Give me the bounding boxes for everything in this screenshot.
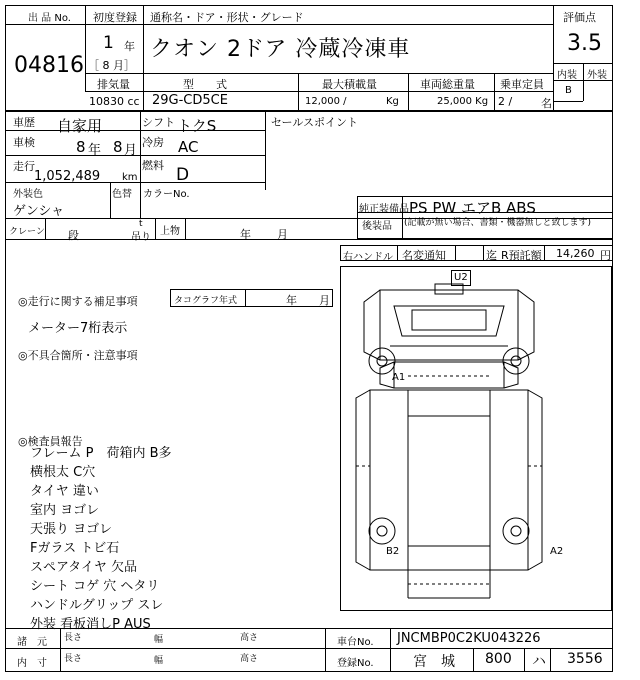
list-item: タイヤ 違い bbox=[30, 484, 99, 499]
list-item: ハンドルグリップ スレ bbox=[30, 598, 164, 613]
inner-height: 高さ bbox=[240, 654, 259, 664]
reg-class: 800 bbox=[485, 651, 512, 667]
first-reg-year-unit: 年 bbox=[124, 40, 135, 53]
capacity-value: 2 / bbox=[498, 95, 513, 108]
inspection-month-unit: 月 bbox=[124, 143, 138, 158]
running-notes-label: ◎走行に関する補足事項 bbox=[18, 295, 138, 308]
lot-no-label: 出 品 No. bbox=[28, 13, 71, 24]
mileage-value: 1,052,489 bbox=[34, 169, 101, 184]
gross-weight-label: 車両総重量 bbox=[420, 78, 475, 91]
interior-label: 内装 bbox=[557, 70, 577, 81]
damage-mark-a2: A2 bbox=[550, 546, 564, 557]
capacity-unit: 名 bbox=[541, 97, 552, 110]
list-item: フレーム P 荷箱内 B多 bbox=[30, 446, 172, 461]
fuel-label: 燃料 bbox=[142, 159, 164, 172]
dims-length: 長さ bbox=[64, 633, 83, 643]
model-code: 29G-CD5CE bbox=[152, 93, 228, 108]
model-label: 型 式 bbox=[183, 78, 227, 91]
mileage-label: 走行 bbox=[13, 160, 35, 173]
model-name: クオン 2ドア 冷蔵冷凍車 bbox=[150, 37, 411, 62]
list-item: 外装 看板消しP AUS bbox=[30, 617, 151, 632]
running-note: メーター7桁表示 bbox=[28, 321, 128, 336]
reg-kana: ハ bbox=[532, 654, 546, 670]
ext-color-label: 外装色 bbox=[13, 189, 43, 200]
dims-label: 諸 元 bbox=[17, 637, 47, 648]
color-code-label: カラーNo. bbox=[143, 189, 190, 200]
accessories-label: 後装品 bbox=[362, 221, 392, 232]
history-value: 自家用 bbox=[57, 117, 103, 135]
tacho-month: 月 bbox=[319, 294, 330, 307]
tacho-year: 年 bbox=[286, 294, 297, 307]
cooler-value: AC bbox=[178, 138, 199, 156]
loading-year: 年 bbox=[240, 228, 251, 241]
dims-height: 高さ bbox=[240, 633, 259, 643]
list-item: 横根太 C穴 bbox=[30, 465, 96, 480]
inspection-year-unit: 年 bbox=[88, 143, 102, 158]
lot-no: 04816 bbox=[14, 53, 84, 78]
color-no-label: 色替 bbox=[112, 189, 132, 200]
inspection-label: 車検 bbox=[13, 136, 35, 149]
damage-mark-u2: U2 bbox=[454, 272, 468, 283]
list-item: スペアタイヤ 欠品 bbox=[30, 560, 137, 575]
crane-stage: 段 bbox=[68, 229, 79, 242]
max-load-unit: Kg bbox=[386, 96, 399, 107]
first-reg-label: 初度登録 bbox=[93, 11, 137, 24]
ext-color-value: ゲンシャ bbox=[13, 204, 65, 219]
interior-grade: B bbox=[565, 85, 572, 96]
accessories-note: (記載が無い場合、書類・機器無しと致します) bbox=[404, 218, 592, 228]
loading-label: 上物 bbox=[160, 226, 180, 237]
defects-label: ◎不具合箇所・注意事項 bbox=[18, 349, 138, 362]
reg-region: 宮 城 bbox=[413, 654, 455, 670]
list-item: シート コゲ 穴 ヘタリ bbox=[30, 579, 160, 594]
r-deposit-value: 14,260 bbox=[556, 247, 595, 260]
capacity-label: 乗車定員 bbox=[500, 78, 544, 91]
first-reg-month: ［ 8 月］ bbox=[88, 59, 135, 72]
inspector-label: ◎検査員報告 bbox=[18, 435, 83, 448]
equipment-value: PS PW エアB ABS bbox=[409, 199, 536, 217]
inspector-list bbox=[30, 444, 172, 634]
loading-month: 月 bbox=[277, 228, 288, 241]
shift-label: シフト bbox=[142, 116, 175, 129]
truck-damage-diagram bbox=[340, 266, 612, 611]
shift-value: トクS bbox=[177, 117, 217, 135]
list-item: 天張り ヨゴレ bbox=[30, 522, 113, 537]
chassis-no: JNCMBP0C2KU043226 bbox=[397, 631, 541, 646]
displacement-label: 排気量 bbox=[97, 78, 130, 91]
crane-label: クレーン bbox=[9, 227, 45, 237]
damage-mark-a1: A1 bbox=[392, 372, 406, 383]
list-item: 室内 ヨゴレ bbox=[30, 503, 100, 518]
equipment-label: 純正装備品 bbox=[359, 204, 409, 215]
expiry-label: 迄 bbox=[486, 249, 497, 262]
inspection-month: 8 bbox=[113, 138, 123, 156]
score-value: 3.5 bbox=[567, 31, 602, 56]
exterior-label: 外装 bbox=[587, 70, 607, 81]
crane-t: t bbox=[139, 219, 143, 229]
inner-label: 内 寸 bbox=[17, 658, 47, 669]
name-change-label: 名変通知 bbox=[402, 249, 446, 262]
max-load-value: 12,000 / bbox=[305, 96, 347, 107]
r-deposit-label: R預託額 bbox=[501, 249, 542, 262]
reg-number: 3556 bbox=[567, 651, 603, 667]
r-deposit-unit: 円 bbox=[600, 249, 611, 262]
dims-width: 幅 bbox=[154, 635, 164, 645]
crane-lift: 吊り bbox=[131, 232, 151, 243]
inner-length: 長さ bbox=[64, 654, 83, 664]
inspection-year: 8 bbox=[76, 138, 86, 156]
max-load-label: 最大積載量 bbox=[322, 78, 377, 91]
name-label: 通称名・ドア・形状・グレード bbox=[150, 11, 304, 24]
fuel-value: D bbox=[176, 165, 190, 185]
cooler-label: 冷房 bbox=[142, 136, 164, 149]
inner-width: 幅 bbox=[154, 656, 164, 666]
tachograph-label: タコグラフ年式 bbox=[174, 296, 238, 306]
gross-weight-value: 25,000 Kg bbox=[437, 96, 489, 107]
first-reg-year: 1 bbox=[103, 33, 114, 53]
chassis-label: 車台No. bbox=[337, 637, 374, 648]
score-label: 評価点 bbox=[563, 11, 596, 24]
mileage-unit: km bbox=[122, 172, 138, 183]
history-label: 車歴 bbox=[13, 116, 35, 129]
reg-label: 登録No. bbox=[337, 658, 374, 669]
sales-point-label: セールスポイント bbox=[271, 116, 359, 129]
damage-mark-b2: B2 bbox=[386, 546, 400, 557]
displacement-value: 10830 cc bbox=[89, 95, 140, 108]
right-hand-drive: 右ハンドル bbox=[343, 252, 393, 263]
list-item: Fガラス トビ石 bbox=[30, 541, 120, 556]
